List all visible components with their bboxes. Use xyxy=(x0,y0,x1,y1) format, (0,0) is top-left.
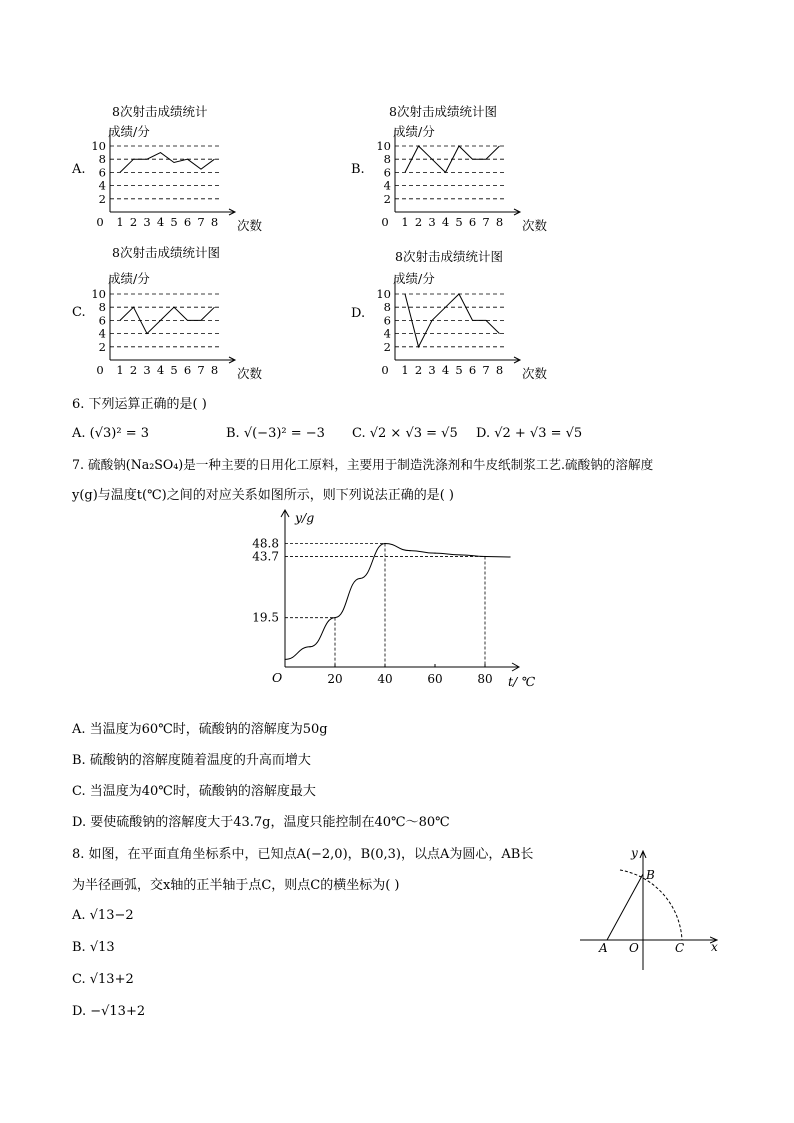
x-tick-label: 5 xyxy=(170,363,178,377)
y-tick-label: 10 xyxy=(376,287,391,301)
y-tick-label: 10 xyxy=(91,139,106,153)
q8-stem-line1: 8. 如图，在平面直角坐标系中，已知点A(−2,0)，B(0,3)，以点A为圆心，AB长 xyxy=(72,847,534,862)
x-tick-label: 4 xyxy=(156,363,165,377)
y-tick-label: 8 xyxy=(383,152,391,167)
x-tick-label: 4 xyxy=(441,215,450,229)
label-x: x xyxy=(711,940,718,954)
y-tick-label: 4 xyxy=(98,178,106,193)
y-tick-label: 8 xyxy=(383,300,391,315)
y-tick-label: 10 xyxy=(91,287,106,301)
x-tick-label: 4 xyxy=(156,215,165,229)
y-axis-label: 成绩/分 xyxy=(393,124,435,139)
minichart-a-block xyxy=(60,100,263,235)
q8-option-c: C. √13+2 xyxy=(72,972,134,987)
y-tick-label: 6 xyxy=(383,313,391,328)
q8-coordinate-figure xyxy=(575,845,735,975)
x-axis-label: 次数 xyxy=(237,366,263,381)
q6-option-a: A. (√3)² = 3 xyxy=(72,426,149,441)
x-tick-label: 7 xyxy=(197,363,205,377)
x-tick-label: 5 xyxy=(455,215,463,229)
origin-label: 0 xyxy=(381,363,389,377)
option-label: A. xyxy=(72,162,86,177)
chart-title: 8次射击成绩统计图 xyxy=(112,245,220,260)
y-tick-label: 4 xyxy=(98,326,106,341)
q8-stem-line2: 为半径画弧，交x轴的正半轴于点C，则点C的横坐标为( ) xyxy=(72,878,400,893)
x-tick-label: 8 xyxy=(495,363,504,377)
minichart-c-block xyxy=(60,243,263,383)
x-tick-label: 80 xyxy=(477,672,493,686)
y-axis-label: 成绩/分 xyxy=(393,271,435,286)
y-tick-label: 8 xyxy=(98,152,106,167)
chart-title: 8次射击成绩统计 xyxy=(112,104,208,119)
origin-label: O xyxy=(272,670,283,685)
x-axis-label: 次数 xyxy=(237,218,263,233)
origin-label: 0 xyxy=(96,363,104,377)
y-tick-label: 4 xyxy=(383,326,391,341)
x-tick-label: 6 xyxy=(183,363,192,377)
y-tick-label: 2 xyxy=(383,339,391,354)
y-tick-label: 48.8 xyxy=(252,536,279,551)
x-tick-label: 1 xyxy=(401,215,409,229)
q6-option-c: C. √2 × √3 = √5 xyxy=(352,426,458,441)
option-label: B. xyxy=(351,162,365,177)
data-point xyxy=(309,646,310,647)
x-tick-label: 8 xyxy=(210,215,219,229)
x-axis-label: 次数 xyxy=(522,218,548,233)
data-point xyxy=(384,543,385,544)
x-tick-label: 6 xyxy=(468,363,477,377)
y-tick-label: 19.5 xyxy=(252,610,279,625)
q7-option-a: A. 当温度为60℃时，硫酸钠的溶解度为50g xyxy=(72,722,328,737)
x-tick-label: 1 xyxy=(401,363,409,377)
x-tick-label: 2 xyxy=(129,363,138,377)
q7-stem-line2: y(g)与温度t(℃)之间的对应关系如图所示，则下列说法正确的是( ) xyxy=(72,488,454,503)
x-tick-label: 5 xyxy=(170,215,178,229)
y-axis-label: 成绩/分 xyxy=(108,124,150,139)
data-series-line xyxy=(120,153,215,173)
y-tick-label: 6 xyxy=(98,313,106,328)
chart-title: 8次射击成绩统计图 xyxy=(389,104,497,119)
data-point xyxy=(409,550,410,551)
x-tick-label: 8 xyxy=(495,215,504,229)
guide-line-20 xyxy=(285,618,335,667)
q7-option-c: C. 当温度为40℃时，硫酸钠的溶解度最大 xyxy=(72,784,316,799)
y-axis-label: y/g xyxy=(295,510,315,525)
solubility-chart-block xyxy=(240,505,550,695)
x-tick-label: 7 xyxy=(482,215,490,229)
y-tick-label: 2 xyxy=(383,191,391,206)
shooting-chart-a xyxy=(60,100,263,235)
data-point xyxy=(334,617,335,618)
data-point xyxy=(359,578,360,579)
y-tick-label: 8 xyxy=(98,300,106,315)
data-point xyxy=(434,553,435,554)
x-tick-label: 3 xyxy=(428,363,436,377)
data-point xyxy=(459,554,460,555)
minichart-b-block xyxy=(337,100,548,235)
y-tick-label: 10 xyxy=(376,139,391,153)
x-tick-label: 1 xyxy=(116,363,124,377)
x-tick-label: 2 xyxy=(414,363,423,377)
y-tick-label: 6 xyxy=(98,165,106,180)
option-label: D. xyxy=(351,306,366,321)
x-tick-label: 20 xyxy=(327,672,343,686)
data-point xyxy=(284,659,285,660)
q6-option-b: B. √(−3)² = −3 xyxy=(226,426,325,441)
x-tick-label: 3 xyxy=(428,215,436,229)
x-tick-label: 2 xyxy=(414,215,423,229)
q8-option-d: D. −√13+2 xyxy=(72,1004,146,1019)
shooting-chart-d xyxy=(337,243,548,383)
x-tick-label: 4 xyxy=(441,363,450,377)
x-tick-label: 7 xyxy=(482,363,490,377)
x-tick-label: 5 xyxy=(455,363,463,377)
data-point xyxy=(484,556,485,557)
y-tick-label: 4 xyxy=(383,178,391,193)
x-tick-label: 6 xyxy=(468,215,477,229)
x-tick-label: 40 xyxy=(377,672,393,686)
chart-title: 8次射击成绩统计图 xyxy=(395,249,503,264)
label-a: A xyxy=(599,941,608,955)
x-tick-label: 1 xyxy=(116,215,124,229)
q8-option-a: A. √13−2 xyxy=(72,908,134,923)
x-tick-label: 8 xyxy=(210,363,219,377)
shooting-chart-c xyxy=(60,243,263,383)
data-point xyxy=(509,556,510,557)
label-c: C xyxy=(675,941,685,955)
label-b: B xyxy=(646,868,655,882)
x-tick-label: 60 xyxy=(427,672,443,686)
segment-ab xyxy=(607,874,643,940)
y-tick-label: 2 xyxy=(98,339,106,354)
x-axis-label: t/ ℃ xyxy=(508,674,536,689)
q7-option-d: D. 要使硫酸钠的溶解度大于43.7g，温度只能控制在40℃～80℃ xyxy=(72,815,450,830)
x-tick-label: 3 xyxy=(143,215,151,229)
x-tick-label: 3 xyxy=(143,363,151,377)
y-tick-label: 2 xyxy=(98,191,106,206)
option-label: C. xyxy=(72,305,86,320)
y-tick-label: 6 xyxy=(383,165,391,180)
x-axis-label: 次数 xyxy=(522,366,548,381)
x-tick-label: 6 xyxy=(183,215,192,229)
label-o: O xyxy=(629,941,639,955)
solubility-chart xyxy=(240,505,550,695)
origin-label: 0 xyxy=(381,215,389,229)
y-tick-label: 43.7 xyxy=(252,549,279,564)
q7-stem-line1: 7. 硫酸钠(Na₂SO₄)是一种主要的日用化工原料，主要用于制造洗涤剂和牛皮纸制浆工艺.硫酸钠的溶解度 xyxy=(72,457,654,472)
q7-option-b: B. 硫酸钠的溶解度随着温度的升高而增大 xyxy=(72,753,311,768)
label-y: y xyxy=(631,846,638,860)
q8-option-b: B. √13 xyxy=(72,940,115,955)
shooting-chart-b xyxy=(337,100,548,235)
q6-stem: 6. 下列运算正确的是( ) xyxy=(72,397,207,412)
origin-label: 0 xyxy=(96,215,104,229)
x-tick-label: 2 xyxy=(129,215,138,229)
y-axis-label: 成绩/分 xyxy=(108,271,150,286)
x-tick-label: 7 xyxy=(197,215,205,229)
q6-option-d: D. √2 + √3 = √5 xyxy=(476,426,583,441)
minichart-d-block xyxy=(337,243,548,383)
solubility-curve xyxy=(285,544,510,660)
